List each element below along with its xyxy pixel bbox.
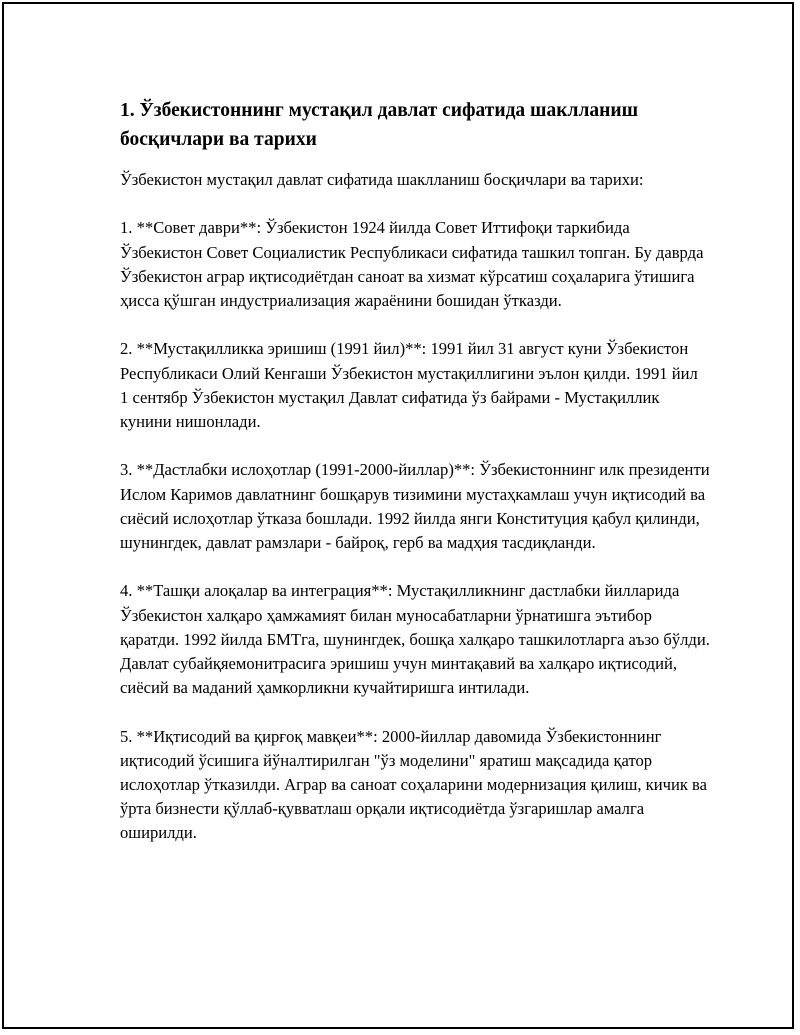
intro-paragraph: Ўзбекистон мустақил давлат сифатида шаклланиш босқичлари ва тарихи: [120,170,644,189]
document-body [120,96,710,870]
paragraph-foreign-relations: 4. **Ташқи алоқалар ва интеграция**: Мустақилликнинг дастлабки йилларида Ўзбекистон халқаро ҳамжамият билан муносабатларни ўрнатишга эътибор қаратди. 1992 йилда БМТга, шунингдек, бошқа халқаро ташкилотларга аъзо бўлди. Давлат субайқяемонитрасига эришиш учун минтақавий ва халқаро иқтисодий, сиёсий ва маданий ҳамкорликни кучайтиришга интилади. [120,581,710,698]
paragraph-independence: 2. **Мустақилликка эришиш (1991 йил)**: 1991 йил 31 август куни Ўзбекистон Республикаси Олий Кенгаши Ўзбекистон мустақиллигини эълон қилди. 1991 йил 1 сентябр Ўзбекистон мустақил Давлат сифатида ўз байрами - Мустақиллик кунини нишонлади. [120,339,698,431]
document-title: 1. Ўзбекистоннинг мустақил давлат сифатида шаклланиш босқичлари ва тарихи [120,100,639,150]
paragraph-early-reforms: 3. **Дастлабки ислоҳотлар (1991-2000-йиллар)**: Ўзбекистоннинг илк президенти Ислом Каримов давлатнинг бошқарув тизимини мустаҳкамлаш учун иқтисодий ва сиёсий ислоҳотлар ўтказа бошлади. 1992 йилда янги Конституция қабул қилинди, шунингдек, давлат рамзлари - байроқ, герб ва мадҳия тасдиқланди. [120,460,710,552]
page-frame [2,2,794,1029]
paragraph-economic-position: 5. **Иқтисодий ва қирғоқ мавқеи**: 2000-йиллар давомида Ўзбекистоннинг иқтисодий ўсишига йўналтирилган "ўз моделини" яратиш мақсадида қатор ислоҳотлар ўтказилди. Аграр ва саноат соҳаларини модернизация қилиш, кичик ва ўрта бизнести қўллаб-қувватлаш орқали иқтисодиётда ўзгаришлар амалга оширилди. [120,726,708,843]
paragraph-soviet-period: 1. **Совет даври**: Ўзбекистон 1924 йилда Совет Иттифоқи таркибида Ўзбекистон Совет Социалистик Республикаси сифатида ташкил топган. Бу даврда Ўзбекистон аграр иқтисодиётдан саноат ва хизмат кўрсатиш соҳаларига ўтишига ҳисса қўшган индустриализация жараёнини бошидан ўтказди. [120,218,704,310]
